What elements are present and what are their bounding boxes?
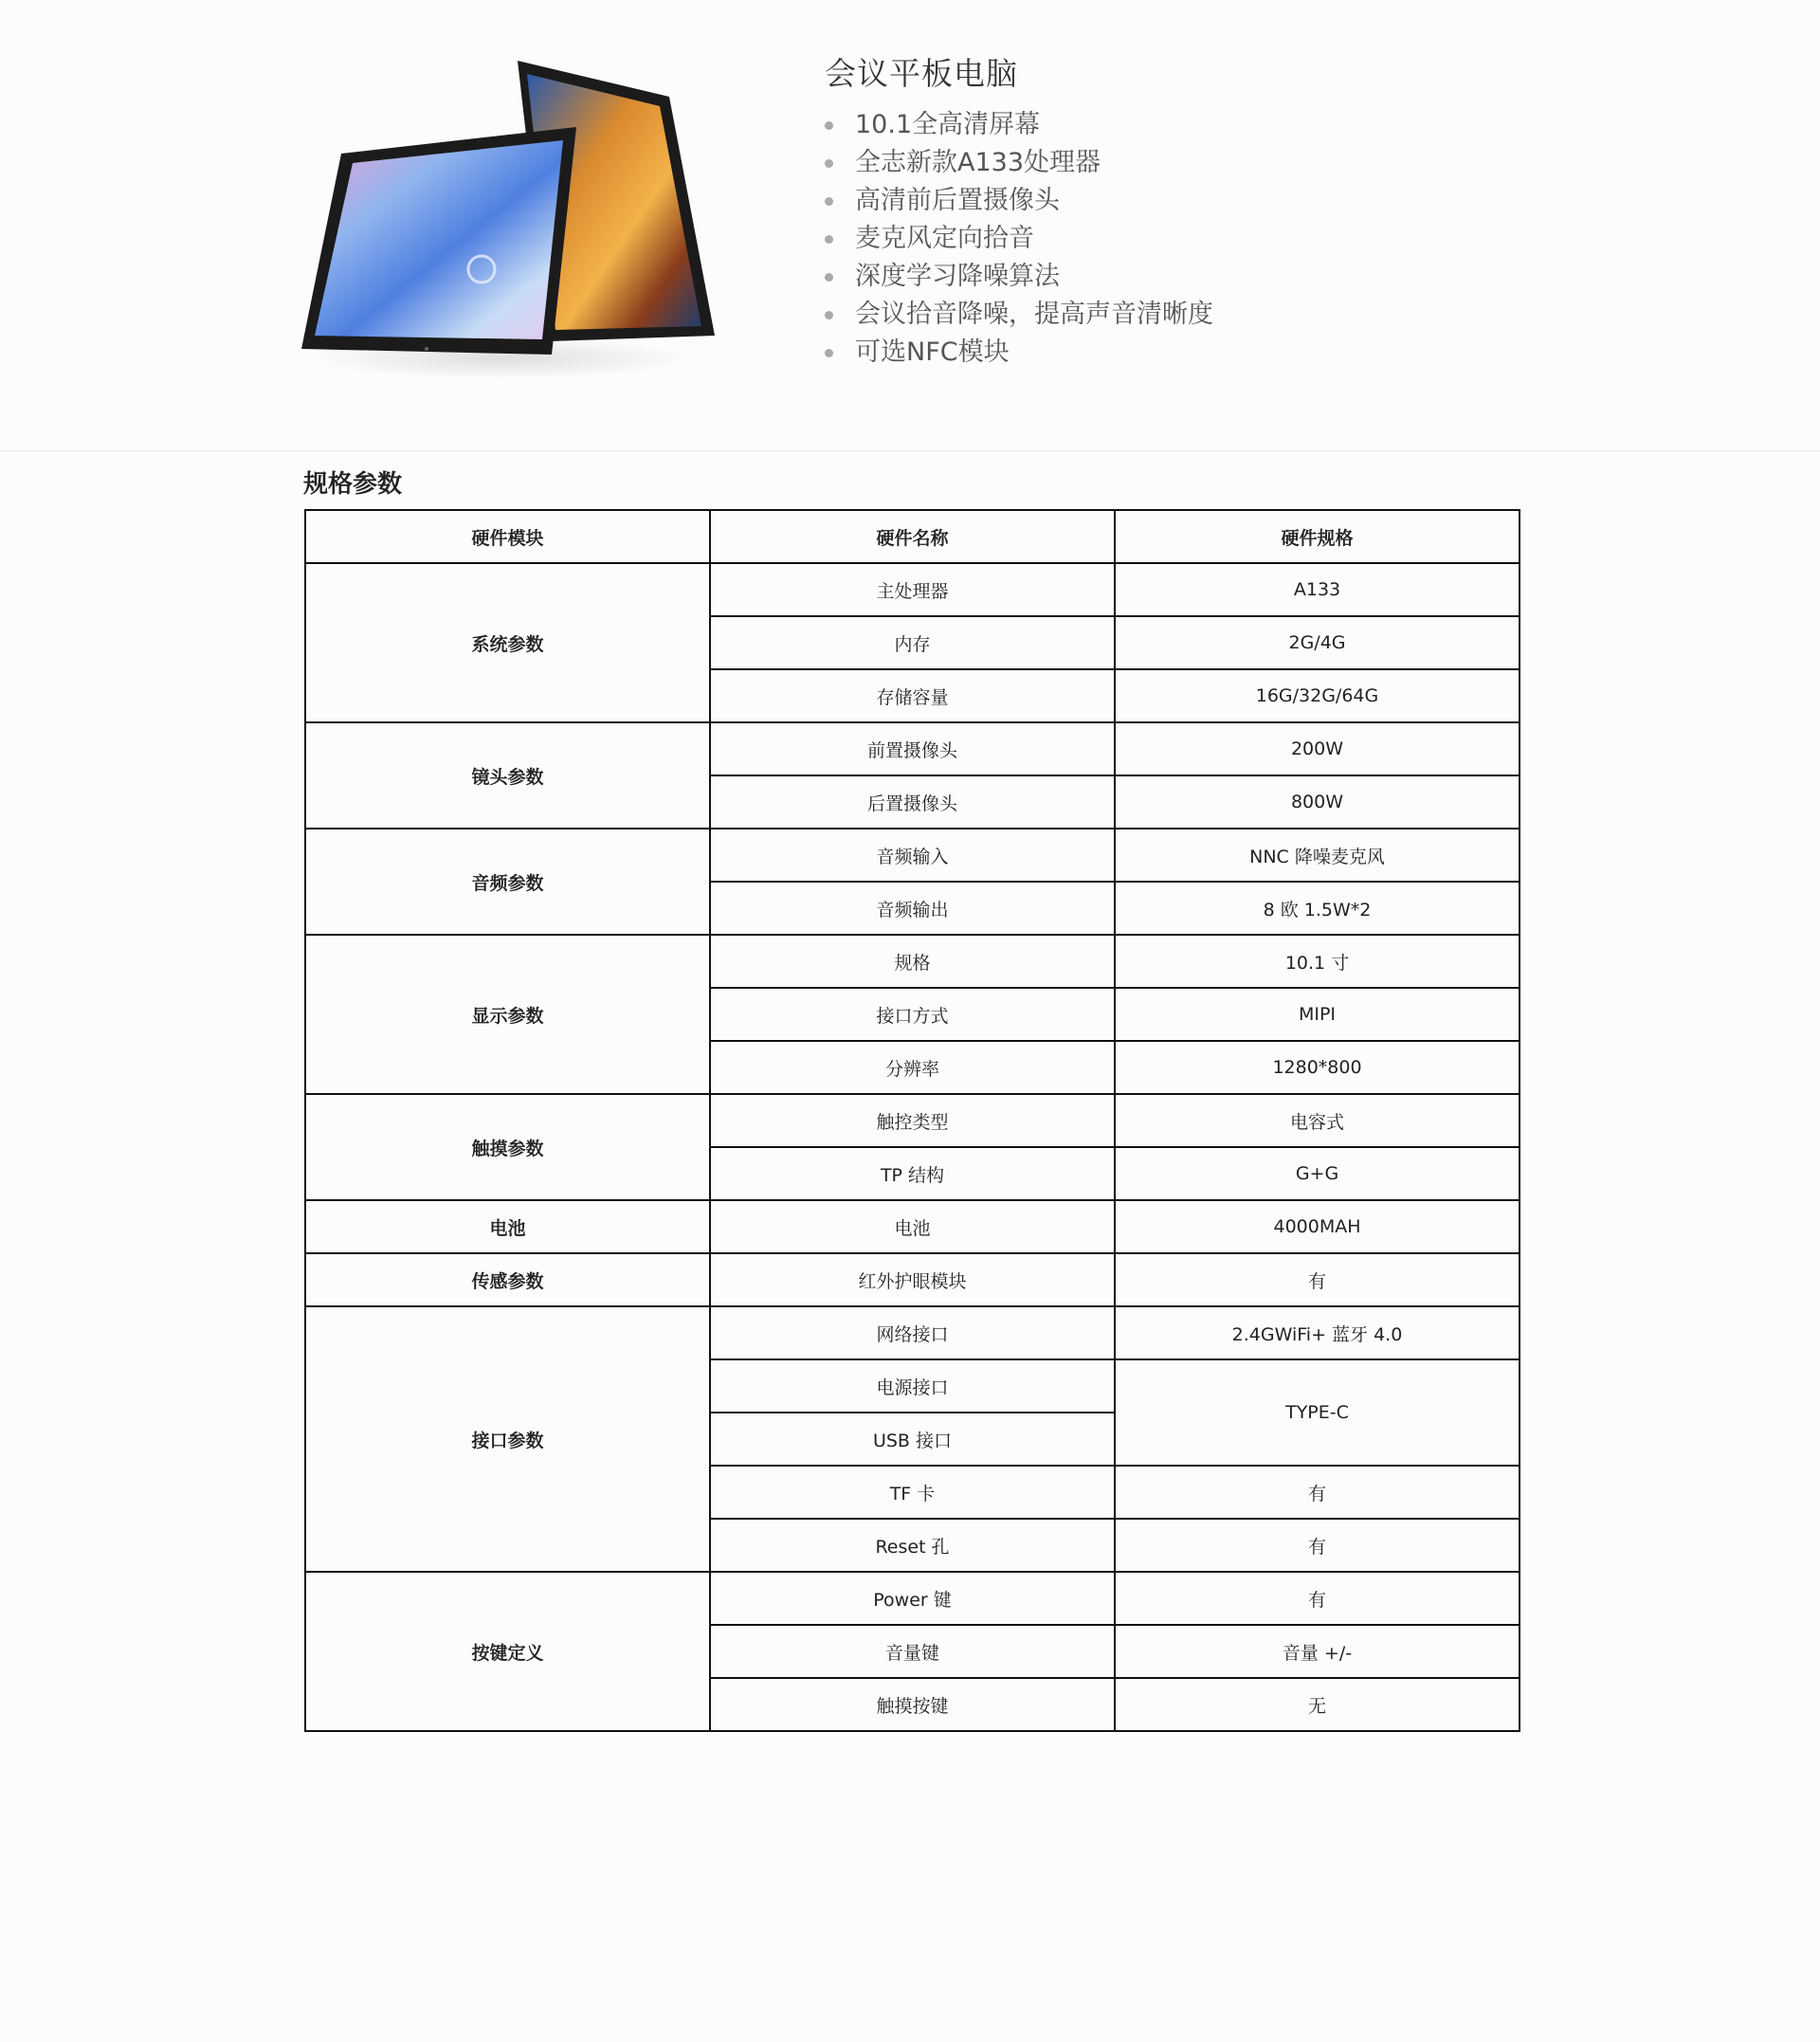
value-cell: 200W bbox=[1115, 722, 1520, 775]
value-cell: 16G/32G/64G bbox=[1115, 669, 1520, 722]
bullet-icon bbox=[825, 121, 833, 130]
feature-item: 会议拾音降噪，提高声音清晰度 bbox=[825, 296, 1213, 334]
header-spec: 硬件规格 bbox=[1115, 510, 1520, 563]
name-cell: Reset 孔 bbox=[710, 1519, 1115, 1572]
name-cell: 触控类型 bbox=[710, 1094, 1115, 1147]
name-cell: 音频输入 bbox=[710, 829, 1115, 882]
table-row bbox=[305, 722, 1520, 775]
value-cell: 8 欧 1.5W*2 bbox=[1115, 882, 1520, 935]
value-cell: 有 bbox=[1115, 1519, 1520, 1572]
name-cell: 主处理器 bbox=[710, 563, 1115, 616]
spec-heading: 规格参数 bbox=[303, 470, 403, 499]
feature-item: 10.1全高清屏幕 bbox=[825, 106, 1213, 144]
tablet-product-image bbox=[301, 55, 723, 396]
value-cell: 2.4GWiFi+ 蓝牙 4.0 bbox=[1115, 1306, 1520, 1359]
table-header-row bbox=[305, 510, 1520, 563]
name-cell: 后置摄像头 bbox=[710, 775, 1115, 829]
section-divider bbox=[0, 450, 1820, 451]
table-row bbox=[305, 935, 1520, 988]
name-cell: 存储容量 bbox=[710, 669, 1115, 722]
name-cell: TF 卡 bbox=[710, 1466, 1115, 1519]
bullet-icon bbox=[825, 349, 833, 357]
header-name: 硬件名称 bbox=[710, 510, 1115, 563]
feature-item: 高清前后置摄像头 bbox=[825, 182, 1213, 220]
name-cell: USB 接口 bbox=[710, 1413, 1115, 1466]
name-cell: 接口方式 bbox=[710, 988, 1115, 1041]
module-cell: 接口参数 bbox=[305, 1306, 710, 1572]
table-row bbox=[305, 563, 1520, 616]
value-cell: 无 bbox=[1115, 1678, 1520, 1731]
name-cell: 红外护眼模块 bbox=[710, 1253, 1115, 1306]
name-cell: 前置摄像头 bbox=[710, 722, 1115, 775]
bullet-icon bbox=[825, 197, 833, 206]
name-cell: TP 结构 bbox=[710, 1147, 1115, 1200]
bullet-icon bbox=[825, 235, 833, 244]
feature-item: 深度学习降噪算法 bbox=[825, 258, 1213, 296]
table-row bbox=[305, 1200, 1520, 1253]
module-cell: 显示参数 bbox=[305, 935, 710, 1094]
value-cell: 2G/4G bbox=[1115, 616, 1520, 669]
table-row bbox=[305, 1306, 1520, 1359]
feature-item: 麦克风定向拾音 bbox=[825, 220, 1213, 258]
module-cell: 传感参数 bbox=[305, 1253, 710, 1306]
name-cell: 规格 bbox=[710, 935, 1115, 988]
name-cell: 电池 bbox=[710, 1200, 1115, 1253]
table-row bbox=[305, 829, 1520, 882]
value-cell: 1280*800 bbox=[1115, 1041, 1520, 1094]
value-cell: 800W bbox=[1115, 775, 1520, 829]
module-cell: 镜头参数 bbox=[305, 722, 710, 829]
bullet-icon bbox=[825, 159, 833, 168]
name-cell: 音频输出 bbox=[710, 882, 1115, 935]
table-row bbox=[305, 1572, 1520, 1625]
value-cell: TYPE-C bbox=[1115, 1359, 1520, 1466]
feature-item: 可选NFC模块 bbox=[825, 334, 1213, 372]
name-cell: 网络接口 bbox=[710, 1306, 1115, 1359]
spec-table bbox=[304, 509, 1520, 1732]
name-cell: 内存 bbox=[710, 616, 1115, 669]
bullet-icon bbox=[825, 311, 833, 319]
value-cell: 有 bbox=[1115, 1466, 1520, 1519]
value-cell: NNC 降噪麦克风 bbox=[1115, 829, 1520, 882]
value-cell: 有 bbox=[1115, 1253, 1520, 1306]
name-cell: Power 键 bbox=[710, 1572, 1115, 1625]
module-cell: 触摸参数 bbox=[305, 1094, 710, 1200]
bullet-icon bbox=[825, 273, 833, 282]
value-cell: 10.1 寸 bbox=[1115, 935, 1520, 988]
name-cell: 触摸按键 bbox=[710, 1678, 1115, 1731]
table-row bbox=[305, 1094, 1520, 1147]
value-cell: MIPI bbox=[1115, 988, 1520, 1041]
feature-list bbox=[825, 106, 1213, 372]
value-cell: 音量 +/- bbox=[1115, 1625, 1520, 1678]
name-cell: 分辨率 bbox=[710, 1041, 1115, 1094]
value-cell: 电容式 bbox=[1115, 1094, 1520, 1147]
header-module: 硬件模块 bbox=[305, 510, 710, 563]
value-cell: A133 bbox=[1115, 563, 1520, 616]
module-cell: 电池 bbox=[305, 1200, 710, 1253]
name-cell: 音量键 bbox=[710, 1625, 1115, 1678]
product-title: 会议平板电脑 bbox=[825, 55, 1018, 92]
product-hero bbox=[0, 0, 1820, 450]
value-cell: 4000MAH bbox=[1115, 1200, 1520, 1253]
module-cell: 系统参数 bbox=[305, 563, 710, 722]
value-cell: G+G bbox=[1115, 1147, 1520, 1200]
name-cell: 电源接口 bbox=[710, 1359, 1115, 1413]
module-cell: 音频参数 bbox=[305, 829, 710, 935]
module-cell: 按键定义 bbox=[305, 1572, 710, 1731]
feature-item: 全志新款A133处理器 bbox=[825, 144, 1213, 182]
table-row bbox=[305, 1253, 1520, 1306]
value-cell: 有 bbox=[1115, 1572, 1520, 1625]
